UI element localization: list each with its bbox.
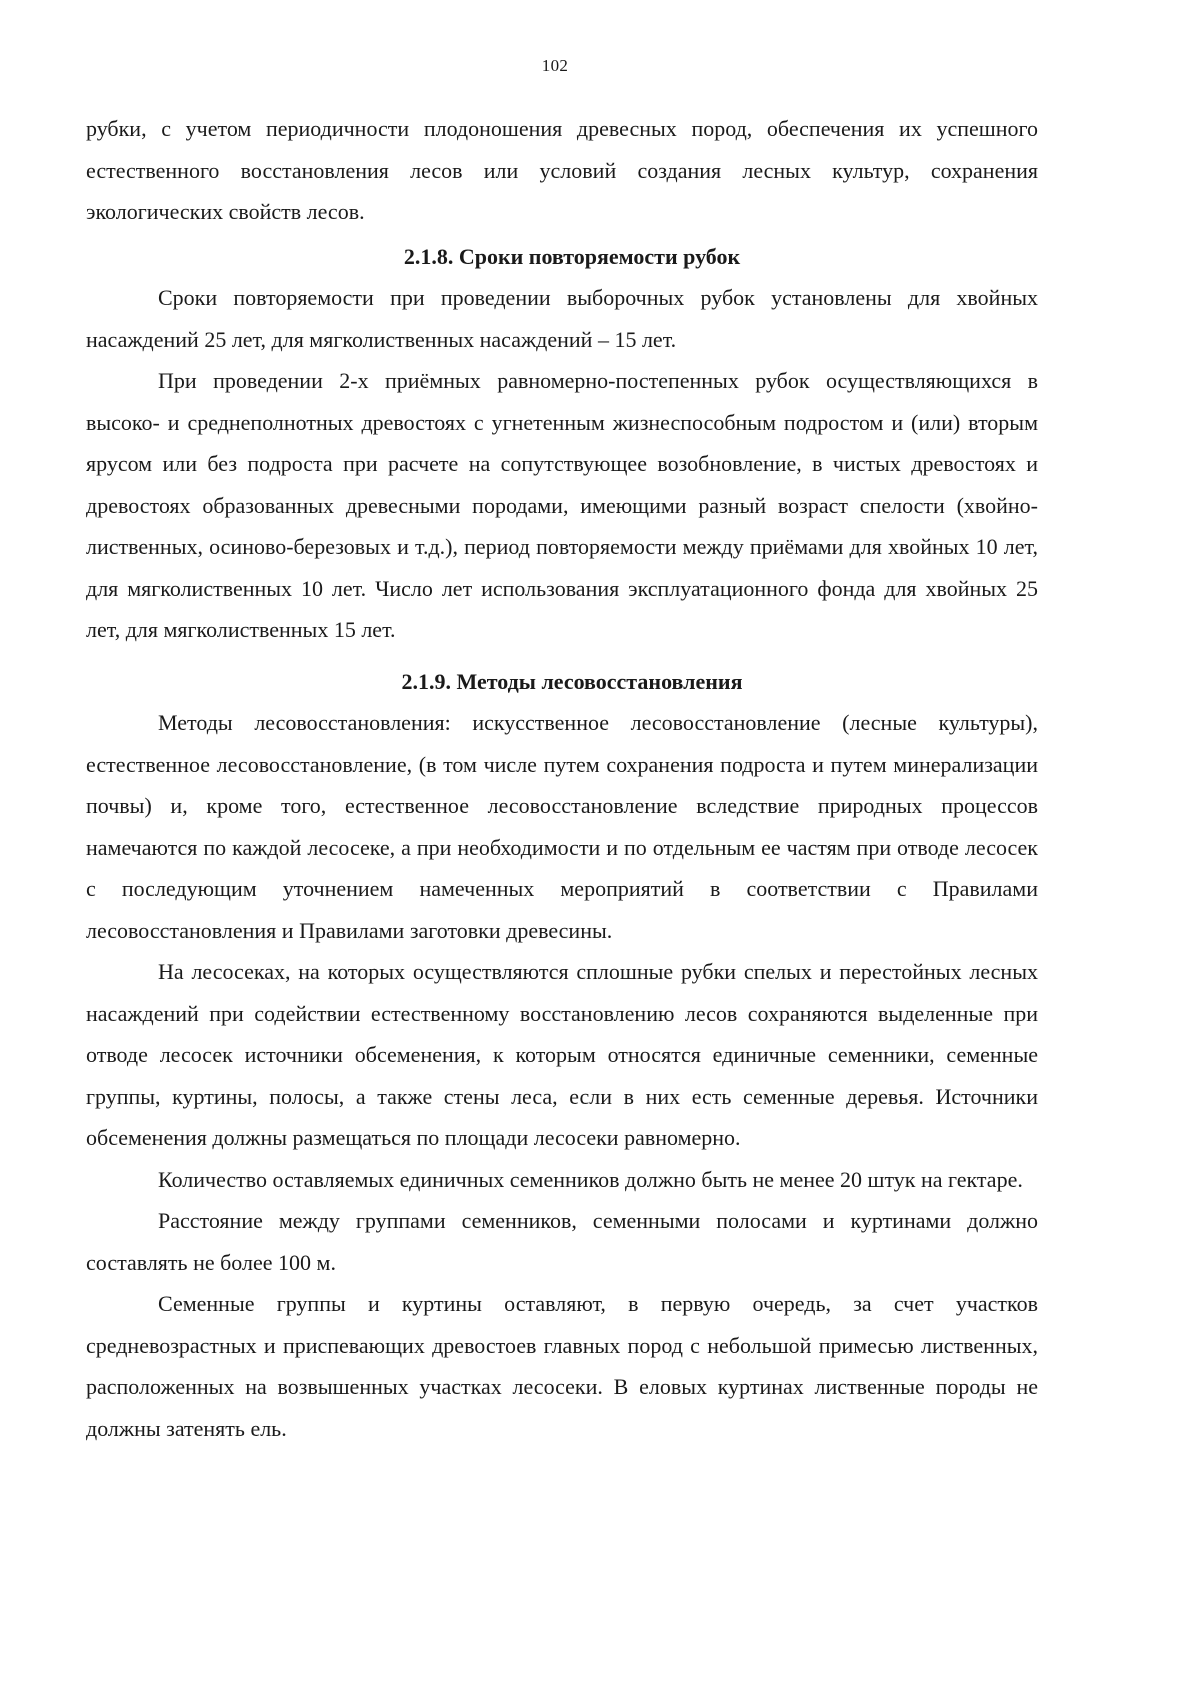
paragraph-two-stage-felling: При проведении 2-х приёмных равномерно-постепенных рубок осуществляющихся в высоко- и среднеполнотных древостоях с угнетенным жизнеспособным подростом и (или) вторым ярусом или без подроста при расчете на сопутствующее возобновление, в чистых древостоях и древостоях образованных древесными породами, имеющими разный возраст спелости (хвойно-лиственных, осиново-березовых и т.д.), период повторяемости между приёмами для хвойных 10 лет, для мягколиственных 10 лет. Число лет использования эксплуатационного фонда для хвойных 25 лет, для мягколиственных 15 лет. (86, 368, 1038, 642)
section-heading-2-1-8: 2.1.8. Сроки повторяемости рубок (403, 243, 741, 269)
page-number: 102 (541, 56, 569, 75)
paragraph-seed-groups-selection: Семенные группы и куртины оставляют, в первую очередь, за счет участков средневозрастных и приспевающих древостоев главных пород с небольшой примесью лиственных, расположенных на возвышенных участках лесосеки. В еловых куртинах лиственные породы не должны затенять ель. (86, 1291, 1038, 1441)
paragraph-seed-sources: На лесосеках, на которых осуществляются сплошные рубки спелых и перестойных лесных насаждений при содействии естественному восстановлению лесов сохраняются выделенные при отводе лесосек источники обсеменения, к которым относятся единичные семенники, семенные группы, куртины, полосы, а также стены леса, если в них есть семенные деревья. Источники обсеменения должны размещаться по площади лесосеки равномерно. (86, 959, 1038, 1150)
paragraph-continuation: рубки, с учетом периодичности плодоношения древесных пород, обеспечения их успешного естественного восстановления лесов или условий создания лесных культур, сохранения экологических свойств лесов. (86, 116, 1038, 224)
section-heading-2-1-9: 2.1.9. Методы лесовосстановления (401, 668, 743, 694)
paragraph-reforestation-methods: Методы лесовосстановления: искусственное лесовосстановление (лесные культуры), естественное лесовосстановление, (в том числе путем сохранения подроста и путем минерализации почвы) и, кроме того, естественное лесовосстановление вследствие природных процессов намечаются по каждой лесосеке, а при необходимости и по отдельным ее частям при отводе лесосек с последующим уточнением намеченных мероприятий в соответствии с Правилами лесовосстановления и Правилами заготовки древесины. (86, 710, 1038, 943)
document-body (86, 108, 1038, 1449)
paragraph-seed-group-distance: Расстояние между группами семенников, семенными полосами и куртинами должно составлять не более 100 м. (86, 1208, 1038, 1275)
paragraph-repeat-periods: Сроки повторяемости при проведении выборочных рубок установлены для хвойных насаждений 25 лет, для мягколиственных насаждений – 15 лет. (86, 285, 1038, 352)
paragraph-seed-tree-count: Количество оставляемых единичных семенников должно быть не менее 20 штук на гектаре. (158, 1166, 1023, 1192)
